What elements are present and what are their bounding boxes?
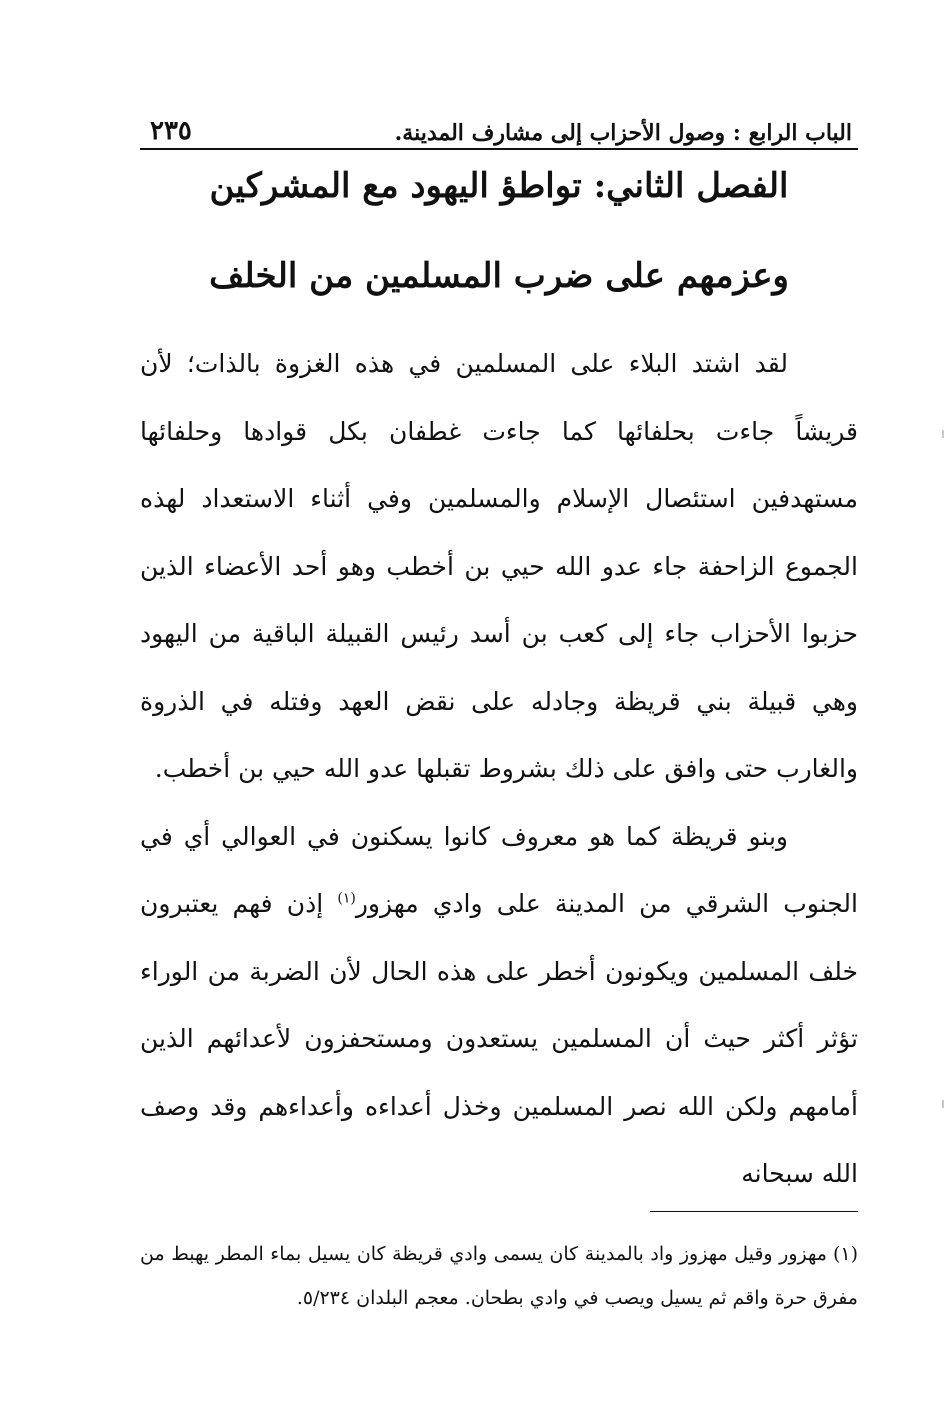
scan-artifact [942, 1100, 944, 1108]
paragraph-2-part-1: وبنو قريظة كما هو معروف كانوا يسكنون في العوالي أي في الجنوب الشرقي من المدينة على وادي مهزور [140, 821, 858, 918]
chapter-title-line-2: وعزمهم على ضرب المسلمين من الخلف [209, 256, 789, 296]
paragraph-1: لقد اشتد البلاء على المسلمين في هذه الغزوة بالذات؛ لأن قريشاً جاءت بحلفائها كما جاءت غطفان بكل قوادها وحلفائها مستهدفين استئصال الإسلام والمسلمين وفي أثناء الاستعداد لهذه الجموع الزاحفة جاء عدو الله حيي بن أخطب وهو أحد الأعضاء الذين حزبوا الأحزاب جاء إلى كعب بن أسد رئيس القبيلة الباقية من اليهود وهي قبيلة بني قريظة وجادله على نقض العهد وفتله في الذروة والغارب حتى وافق على ذلك بشروط تقبلها عدو الله حيي بن أخطب. [140, 349, 858, 783]
page-number: ٢٣٥ [150, 116, 192, 146]
chapter-title-line-1: الفصل الثاني: تواطؤ اليهود مع المشركين [209, 166, 789, 206]
running-header [140, 108, 858, 150]
footnote-marker: (١) [832, 1243, 858, 1265]
paragraph-2-part-2: إذن فهم يعتبرون خلف المسلمين ويكونون أخطر على هذه الحال لأن الضربة من الوراء تؤثر أكثر حيث أن المسلمين يستعدون ومستحفزون لأعدائهم الذين أمامهم ولكن الله نصر المسلمين وخذل أعداءه وأعداءهم وقد وصف الله سبحانه [140, 889, 858, 1188]
footnote [140, 1232, 858, 1320]
footnote-reference: (١) [337, 890, 356, 907]
running-title: الباب الرابع : وصول الأحزاب إلى مشارف المدينة. [394, 120, 852, 146]
paragraph-2 [140, 803, 858, 1208]
footnote-separator [650, 1211, 858, 1212]
scan-artifact [942, 430, 944, 438]
footnote-text: مهزور وقيل مهزوز واد بالمدينة كان يسمى وادي قريظة كان يسيل بماء المطر يهبط من مفرق حرة واقم ثم يسيل ويصب في وادي بطحان. معجم البلدان ٥/٢٣٤. [140, 1243, 858, 1309]
body-text [140, 330, 858, 1208]
